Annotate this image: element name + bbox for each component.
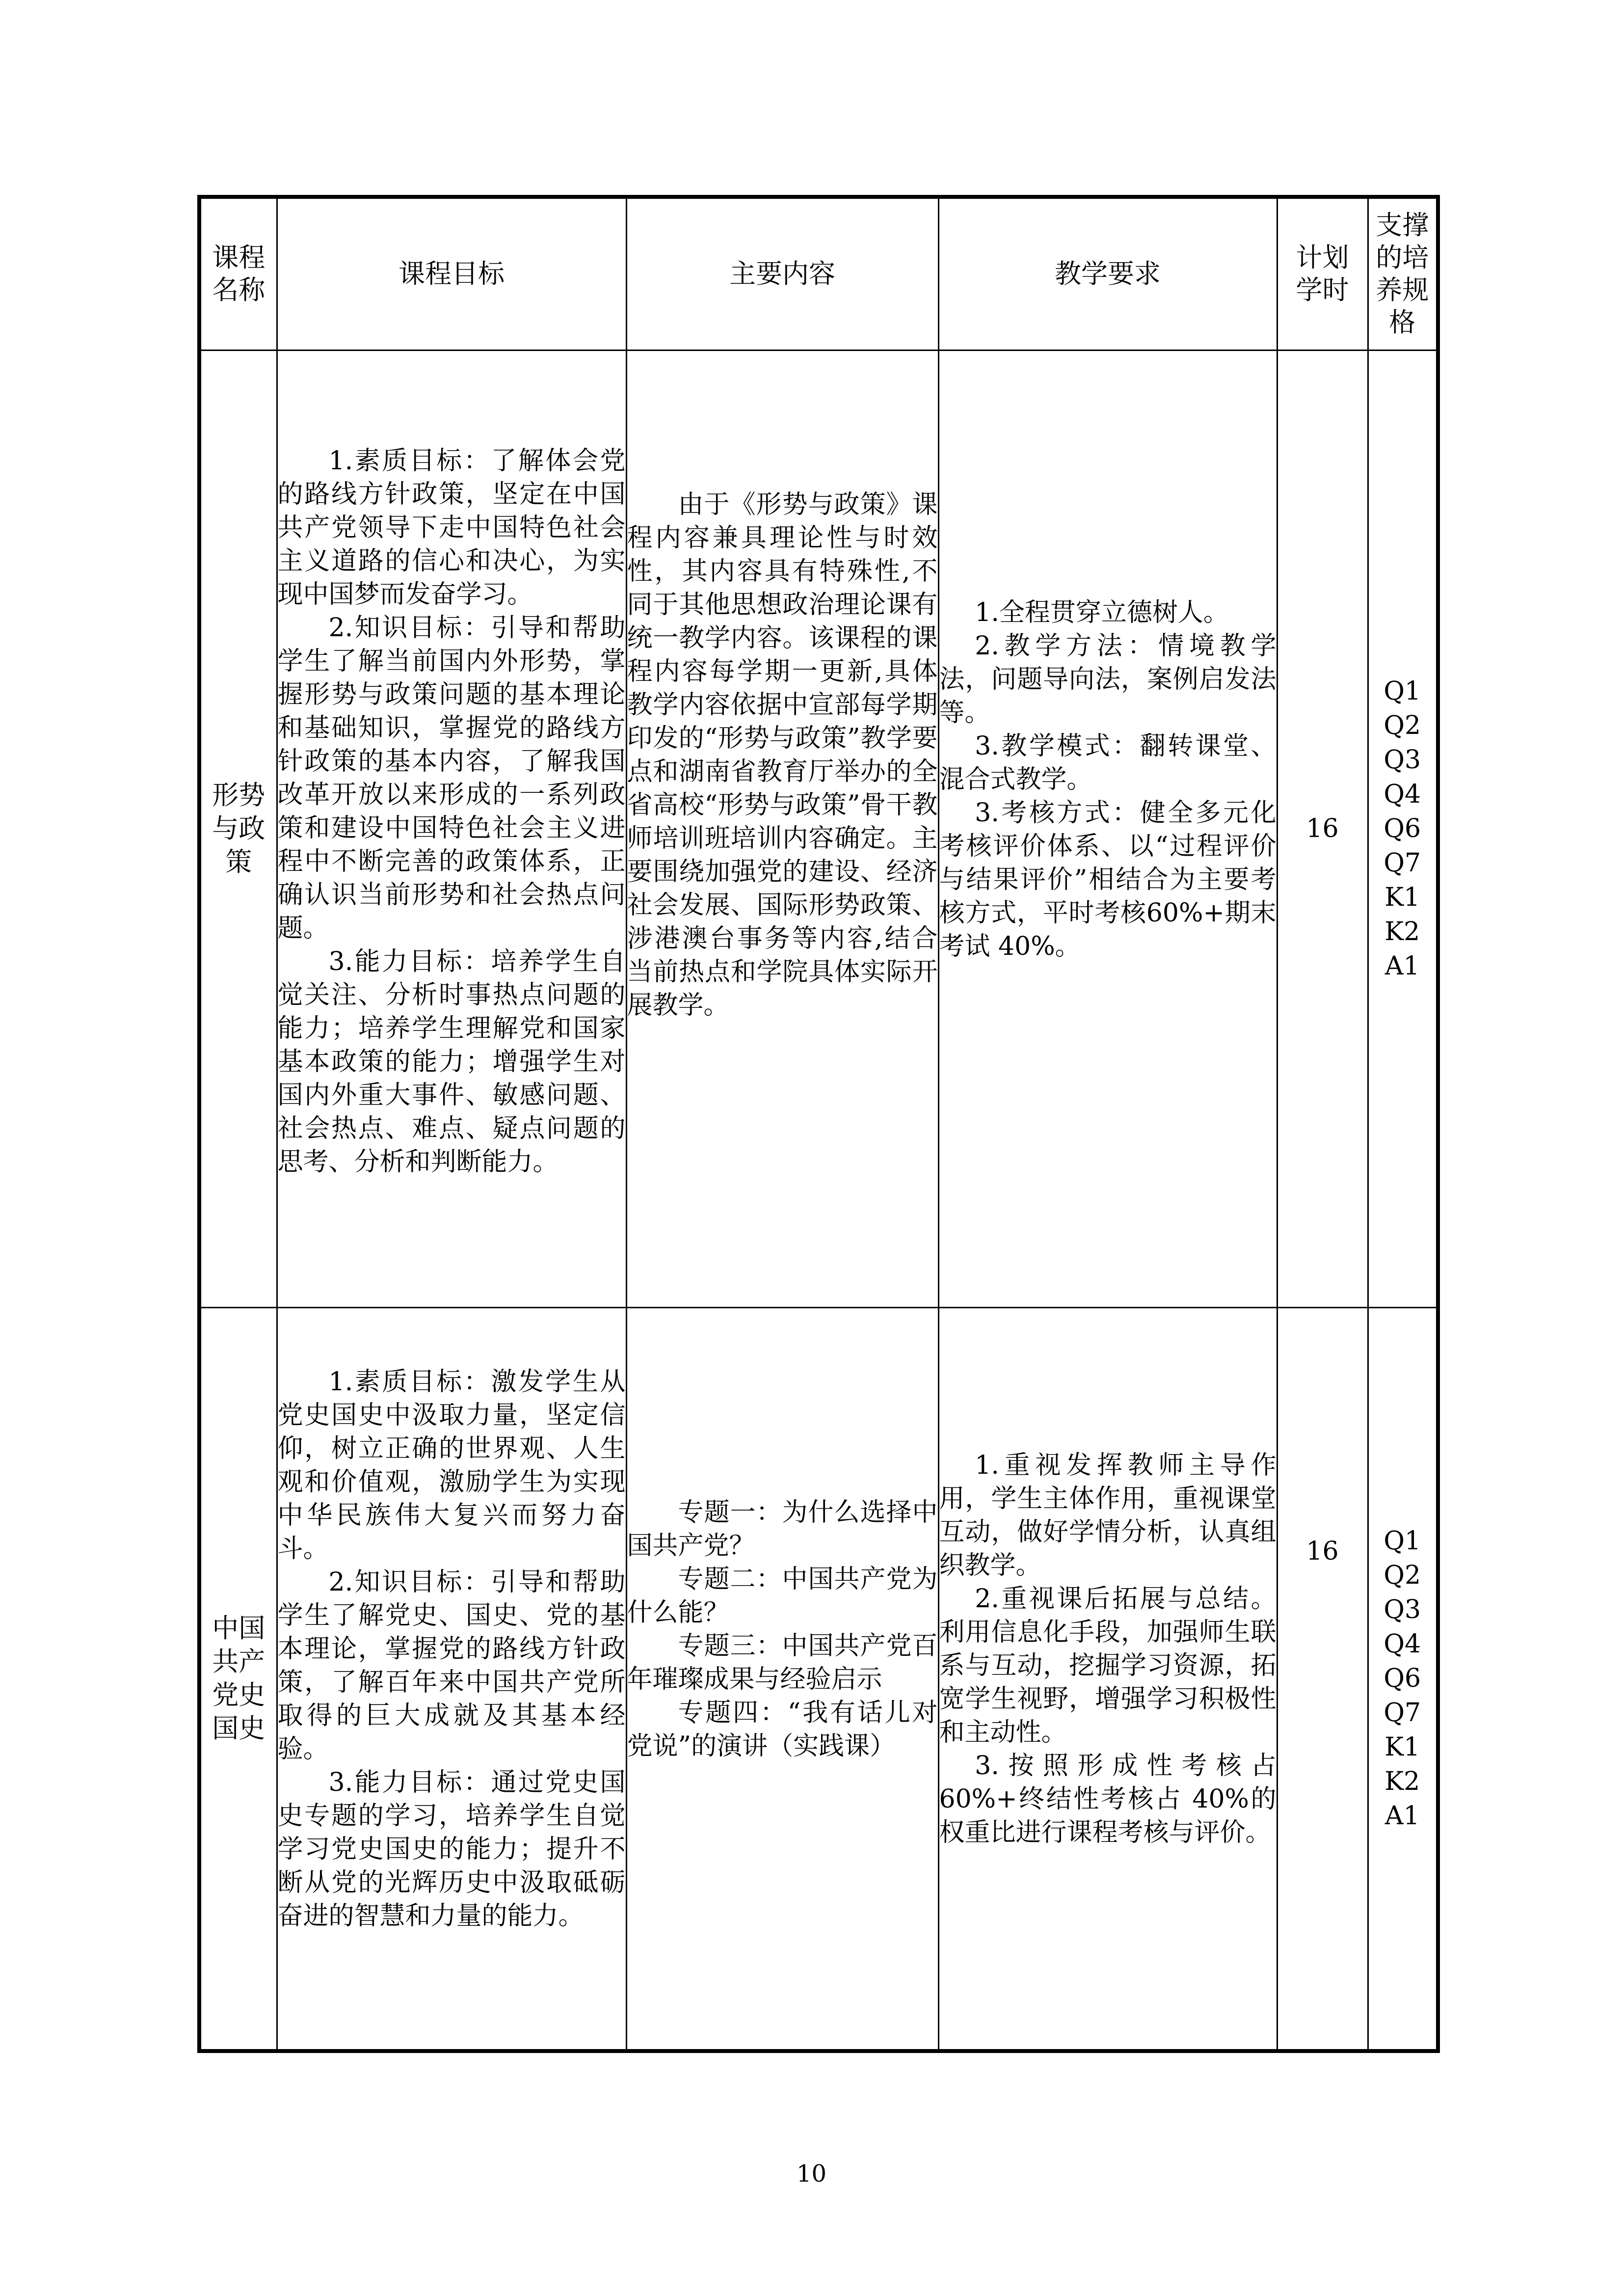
course-name-cell <box>199 1307 277 2051</box>
course-name: 中国共产党史国史 <box>212 1613 266 1744</box>
spec-code: K2 <box>1384 1767 1420 1797</box>
course-name: 形势与政策 <box>212 780 266 877</box>
requirement-item: 3.教学模式：翻转课堂、混合式教学。 <box>939 731 1277 794</box>
specs-cell <box>1368 350 1438 1307</box>
spec-code: A1 <box>1384 951 1420 981</box>
requirement-item: 3.按照形成性考核占60%+终结性考核占 40%的权重比进行课程考核与评价。 <box>939 1751 1277 1848</box>
spec-code: Q2 <box>1384 1561 1421 1591</box>
header-requirements: 教学要求 <box>938 197 1277 350</box>
objective-paragraph: 3.能力目标：通过党史国史专题的学习，培养学生自觉学习党史国史的能力；提升不断从党的光辉历史中汲取砥砺奋进的智慧和力量的能力。 <box>277 1768 626 1931</box>
objective-paragraph: 1.素质目标：激发学生从党史国史中汲取力量，坚定信仰，树立正确的世界观、人生观和价值观，激励学生为实现中华民族伟大复兴而努力奋斗。 <box>277 1367 626 1564</box>
spec-code: K1 <box>1384 1732 1420 1762</box>
header-content: 主要内容 <box>626 197 938 350</box>
spec-code: K2 <box>1384 917 1420 946</box>
objective-paragraph: 1.素质目标：了解体会党的路线方针政策，坚定在中国共产党领导下走中国特色社会主义道路的信心和决心，为实现中国梦而发奋学习。 <box>277 446 626 609</box>
objectives-cell <box>277 350 626 1307</box>
spec-code: Q4 <box>1384 1629 1421 1659</box>
content-cell <box>626 1307 938 2051</box>
content-paragraph: 专题二：中国共产党为什么能？ <box>627 1565 938 1628</box>
content-cell <box>626 350 938 1307</box>
objective-paragraph: 3.能力目标：培养学生自觉关注、分析时事热点问题的能力；培养学生理解党和国家基本政策的能力；增强学生对国内外重大事件、敏感问题、社会热点、难点、疑点问题的思考、分析和判断能力。 <box>277 947 626 1177</box>
header-course-name: 课程名称 <box>199 197 277 350</box>
content-paragraph: 专题一：为什么选择中国共产党？ <box>627 1498 938 1561</box>
spec-code: Q1 <box>1384 676 1421 706</box>
spec-code: Q6 <box>1384 814 1421 843</box>
requirement-item: 2.重视课后拓展与总结。利用信息化手段，加强师生联系与互动，挖掘学习资源，拓宽学生视野，增强学习积极性和主动性。 <box>939 1584 1277 1748</box>
spec-code: Q3 <box>1384 745 1421 775</box>
page-number: 10 <box>796 2160 827 2188</box>
content-paragraph: 专题四：“我有话儿对党说”的演讲（实践课） <box>627 1698 938 1761</box>
header-hours: 计划学时 <box>1277 197 1368 350</box>
objective-paragraph: 2.知识目标：引导和帮助学生了解当前国内外形势，掌握形势与政策问题的基本理论和基础知识，掌握党的路线方针政策的基本内容，了解我国改革开放以来形成的一系列政策和建设中国特色社会主义进程中不断完善的政策体系，正确认识当前形势和社会热点问题。 <box>277 613 626 943</box>
requirement-item: 1.重视发挥教师主导作用，学生主体作用，重视课堂互动，做好学情分析，认真组织教学。 <box>939 1451 1277 1581</box>
table-row <box>199 350 1438 1307</box>
requirements-cell <box>938 350 1277 1307</box>
spec-code: K1 <box>1384 883 1420 912</box>
objective-paragraph: 2.知识目标：引导和帮助学生了解党史、国史、党的基本理论，掌握党的路线方针政策，了解百年来中国共产党所取得的巨大成就及其基本经验。 <box>277 1567 626 1764</box>
objectives-cell <box>277 1307 626 2051</box>
requirement-item: 2.教学方法：情境教学法，问题导向法，案例启发法等。 <box>939 631 1277 728</box>
course-name-cell <box>199 350 277 1307</box>
spec-code: Q6 <box>1384 1664 1421 1694</box>
header-row <box>199 197 1438 350</box>
specs-cell <box>1368 1307 1438 2051</box>
header-specs: 支撑的培养规格 <box>1368 197 1438 350</box>
content-paragraph: 由于《形势与政策》课程内容兼具理论性与时效性，其内容具有特殊性,不同于其他思想政治理论课有统一教学内容。该课程的课程内容每学期一更新,具体教学内容依据中宣部每学期印发的“形势与政策”教学要点和湖南省教育厅举办的全省高校“形势与政策”骨干教师培训班培训内容确定。主要围绕加强党的建设、经济社会发展、国际形势政策、涉港澳台事务等内容,结合当前热点和学院具体实际开展教学。 <box>627 490 938 1020</box>
course-table <box>197 195 1440 2053</box>
hours-cell: 16 <box>1277 1307 1368 2051</box>
requirement-item: 3.考核方式：健全多元化考核评价体系、以“过程评价与结果评价”相结合为主要考核方式，平时考核60%+期末考试 40%。 <box>939 798 1277 961</box>
spec-code: A1 <box>1384 1801 1420 1831</box>
spec-code: Q7 <box>1384 848 1421 878</box>
spec-code: Q1 <box>1384 1526 1421 1556</box>
spec-code: Q2 <box>1384 711 1421 740</box>
requirements-cell <box>938 1307 1277 2051</box>
hours-cell: 16 <box>1277 350 1368 1307</box>
spec-code: Q3 <box>1384 1595 1421 1625</box>
content-paragraph: 专题三：中国共产党百年璀璨成果与经验启示 <box>627 1631 938 1695</box>
header-objectives: 课程目标 <box>277 197 626 350</box>
spec-code: Q7 <box>1384 1698 1421 1728</box>
table-row <box>199 1307 1438 2051</box>
requirement-item: 1.全程贯穿立德树人。 <box>975 598 1229 627</box>
spec-code: Q4 <box>1384 780 1421 809</box>
